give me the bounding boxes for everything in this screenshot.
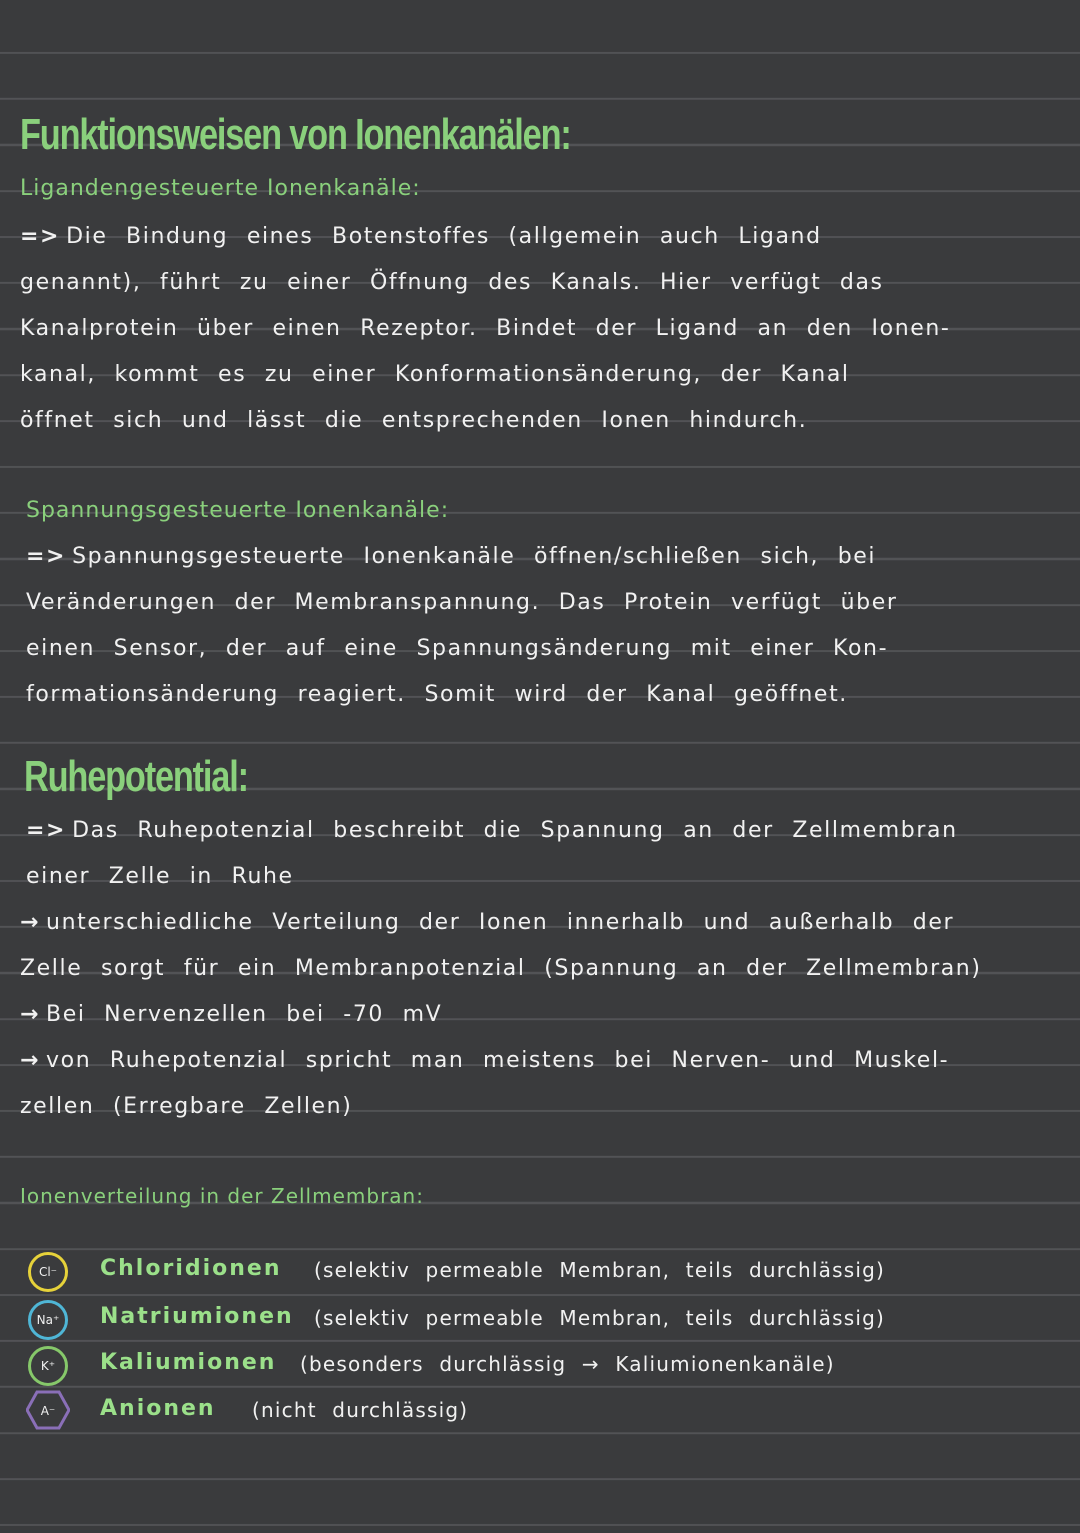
resting-line-7: zellen (Erregbare Zellen) [20,1094,353,1119]
double-arrow-icon: => [26,818,67,843]
voltage-line-1: => Spannungsgesteuerte Ionenkanäle öffnen/schließen sich, bei [26,544,877,569]
section-title-resting-potential: Ruhepotential: [24,752,248,801]
heading-voltage-gated: Spannungsgesteuerte Ionenkanäle: [26,498,450,523]
voltage-line-4: formationsänderung reagiert. Somit wird der Kanal geöffnet. [26,682,848,707]
potassium-ion-icon: K⁺ [28,1346,68,1386]
svg-text:A⁻: A⁻ [40,1404,56,1418]
ligand-line-4: kanal, kommt es zu einer Konformationsänderung, der Kanal [20,362,850,387]
ion-note: (besonders durchlässig → Kaliumionenkanäle) [300,1352,835,1376]
ligand-line-5: öffnet sich und lässt die entsprechenden Ionen hindurch. [20,408,808,433]
ion-note: (selektiv permeable Membran, teils durchlässig) [314,1258,885,1282]
ion-name: Chloridionen [100,1256,282,1281]
ligand-line-3: Kanalprotein über einen Rezeptor. Bindet der Ligand an den Ionen- [20,316,951,341]
chloride-ion-icon: Cl⁻ [28,1252,68,1292]
arrow-right-icon: → [20,1002,41,1027]
arrow-right-icon: → [20,1048,41,1073]
sodium-ion-icon: Na⁺ [28,1300,68,1340]
ligand-line-2: genannt), führt zu einer Öffnung des Kanals. Hier verfügt das [20,270,884,295]
anion-hexagon-icon [26,1390,70,1430]
voltage-line-3: einen Sensor, der auf eine Spannungsänderung mit einer Kon- [26,636,889,661]
ion-name: Natriumionen [100,1304,294,1329]
heading-ligand-gated: Ligandengesteuerte Ionenkanäle: [20,176,421,201]
resting-line-2: einer Zelle in Ruhe [26,864,294,889]
section-title-ion-channels: Funktionsweisen von Ionenkanälen: [20,110,571,159]
double-arrow-icon: => [20,224,61,249]
resting-line-5: → Bei Nervenzellen bei -70 mV [20,1002,443,1027]
heading-ion-distribution: Ionenverteilung in der Zellmembran: [20,1184,424,1208]
resting-line-3: → unterschiedliche Verteilung der Ionen innerhalb und außerhalb der [20,910,955,935]
arrow-right-icon: → [20,910,41,935]
resting-line-6: → von Ruhepotenzial spricht man meistens bei Nerven- und Muskel- [20,1048,950,1073]
ion-name: Anionen [100,1396,216,1421]
ion-name: Kaliumionen [100,1350,277,1375]
double-arrow-icon: => [26,544,67,569]
ion-note: (selektiv permeable Membran, teils durchlässig) [314,1306,885,1330]
voltage-line-2: Veränderungen der Membranspannung. Das Protein verfügt über [26,590,898,615]
resting-line-4: Zelle sorgt für ein Membranpotenzial (Spannung an der Zellmembran) [20,956,982,981]
resting-line-1: => Das Ruhepotenzial beschreibt die Spannung an der Zellmembran [26,818,958,843]
ligand-line-1: => Die Bindung eines Botenstoffes (allgemein auch Ligand [20,224,822,249]
ion-note: (nicht durchlässig) [252,1398,469,1422]
